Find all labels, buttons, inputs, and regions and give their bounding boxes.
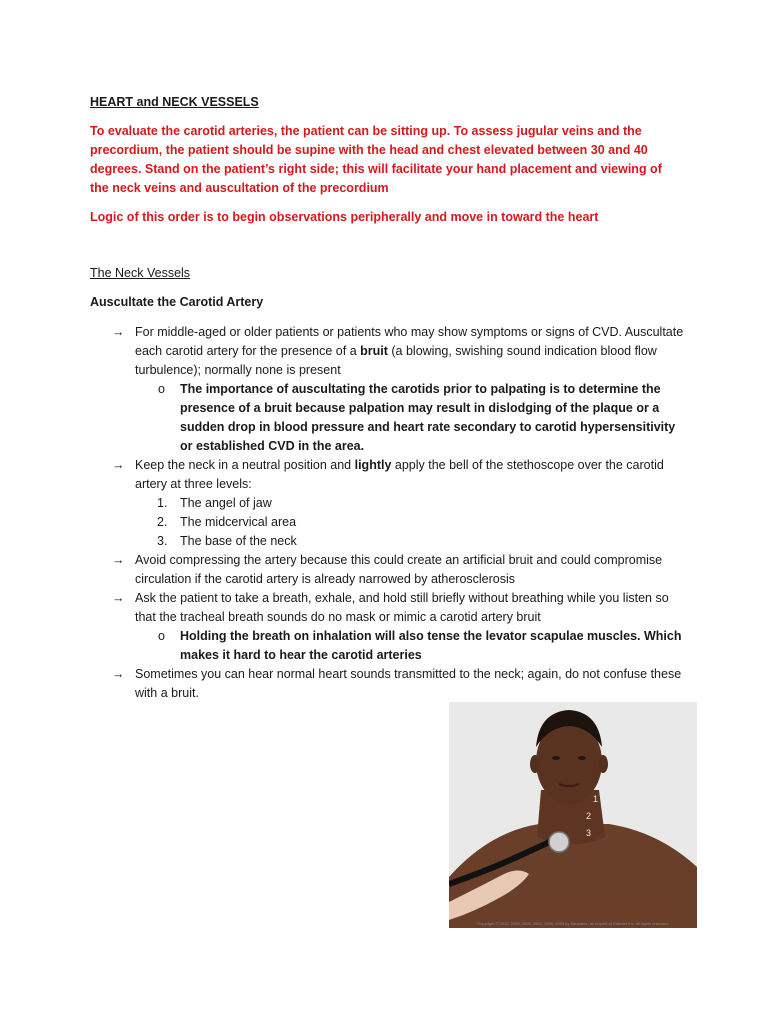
- circle-bullet-icon: o: [158, 629, 165, 643]
- list-item: → Sometimes you can hear normal heart sounds transmitted to the neck; again, do not confuse these with a bruit.: [112, 667, 682, 700]
- subsection-title: Auscultate the Carotid Artery: [90, 295, 264, 309]
- list-item: → Avoid compressing the artery because this could create an artificial bruit and could compromise circulation if the carotid artery is already narrowed by atherosclerosis: [112, 553, 663, 586]
- sub-bullet: o Holding the breath on inhalation will also tense the levator scapulae muscles. Which makes it hard to hear the carotid arteries: [158, 629, 682, 662]
- order-logic-paragraph: Logic of this order is to begin observations peripherally and move in toward the heart: [90, 210, 599, 224]
- arrow-bullet-icon: →: [112, 591, 125, 605]
- section-title: The Neck Vessels: [90, 266, 191, 280]
- numbered-item: 1. The angel of jaw: [157, 496, 272, 510]
- list-item: → Ask the patient to take a breath, exhale, and hold still briefly without breathing while you listen so that the tracheal breath sounds do no mask or mimic a carotid artery bruit: [112, 591, 669, 624]
- list-item: → For middle-aged or older patients or patients who may show symptoms or signs of CVD. Auscultate each carotid artery for the presence of a bruit (a blowing, swishing sound indication blood flow turbulence); normally none is present: [112, 325, 684, 377]
- arrow-bullet-icon: →: [112, 667, 125, 681]
- numbered-item: 3. The base of the neck: [157, 534, 297, 548]
- level-label: 3: [586, 828, 592, 838]
- sub-bullet: o The importance of auscultating the carotids prior to palpating is to determine the presence of a bruit because palpation may result in dislodging of the plaque or a sudden drop in blood pressure and heart rate secondary to carotid hypersensitivity or established CVD in the area.: [158, 382, 676, 453]
- level-label: 2: [586, 811, 592, 821]
- instruction-list: [112, 323, 687, 703]
- circle-bullet-icon: o: [158, 382, 165, 396]
- carotid-auscultation-photo: [449, 702, 697, 928]
- level-label: 1: [593, 794, 599, 804]
- arrow-bullet-icon: →: [112, 553, 125, 567]
- bold-term: lightly: [354, 458, 392, 472]
- arrow-bullet-icon: →: [112, 325, 125, 339]
- numbered-item: 2. The midcervical area: [157, 515, 297, 529]
- arrow-bullet-icon: →: [112, 458, 125, 472]
- photo-credit: Copyright © 2012, 2009, 2005, 2002, 1998, 1993 by Saunders, an imprint of Elsevier Inc. All rights reserved.: [477, 921, 669, 926]
- patient-illustration: [449, 702, 697, 928]
- list-item: → Keep the neck in a neutral position and lightly apply the bell of the stethoscope over the carotid artery at three levels:: [112, 458, 664, 491]
- intro-paragraph: To evaluate the carotid arteries, the patient can be sitting up. To assess jugular veins and the precordium, the patient should be supine with the head and chest elevated between 30 and 40 degrees. Stand on the patient’s right side; this will facilitate your hand placement and viewing of the neck veins and auscultation of the precordium: [90, 124, 662, 195]
- bold-term: bruit: [360, 344, 388, 358]
- page-heading: HEART and NECK VESSELS: [90, 95, 259, 109]
